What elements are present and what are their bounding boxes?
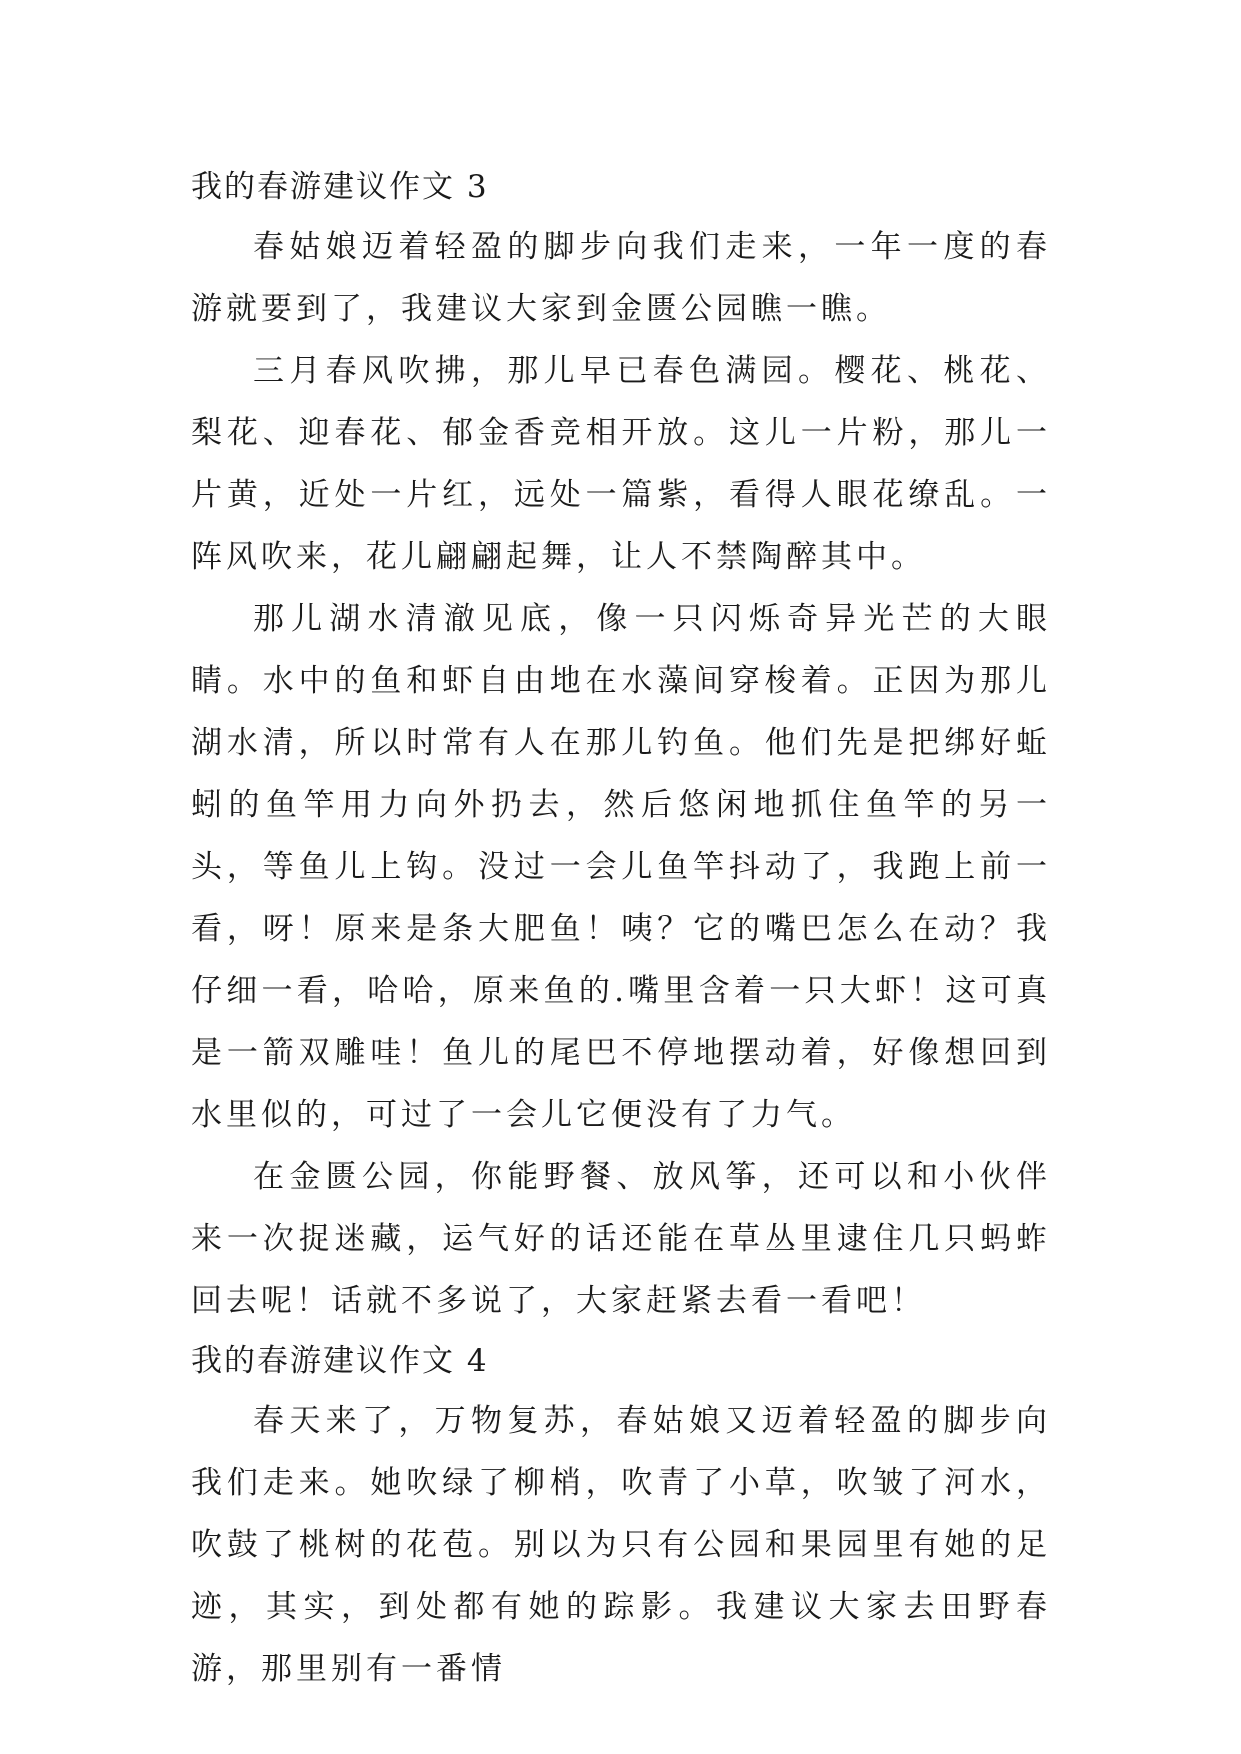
document-body [191, 158, 1051, 1700]
paragraph: 三月春风吹拂，那儿早已春色满园。樱花、桃花、梨花、迎春花、郁金香竞相开放。这儿一片粉，那儿一片黄，近处一片红，远处一篇紫，看得人眼花缭乱。一阵风吹来，花儿翩翩起舞，让人不禁陶醉其中。 [191, 353, 1051, 575]
essay-title: 我的春游建议作文 4 [191, 1343, 489, 1379]
paragraph: 春姑娘迈着轻盈的脚步向我们走来，一年一度的春游就要到了，我建议大家到金匮公园瞧一瞧。 [191, 229, 1051, 327]
paragraph: 在金匮公园，你能野餐、放风筝，还可以和小伙伴来一次捉迷藏，运气好的话还能在草丛里逮住几只蚂蚱回去呢！话就不多说了，大家赶紧去看一看吧！ [191, 1159, 1051, 1319]
essay-title: 我的春游建议作文 3 [191, 169, 489, 205]
paragraph: 那儿湖水清澈见底，像一只闪烁奇异光芒的大眼睛。水中的鱼和虾自由地在水藻间穿梭着。正因为那儿湖水清，所以时常有人在那儿钓鱼。他们先是把绑好蚯蚓的鱼竿用力向外扔去，然后悠闲地抓住鱼竿的另一头，等鱼儿上钩。没过一会儿鱼竿抖动了，我跑上前一看，呀！原来是条大肥鱼！咦？它的嘴巴怎么在动？我仔细一看，哈哈，原来鱼的.嘴里含着一只大虾！这可真是一箭双雕哇！鱼儿的尾巴不停地摆动着，好像想回到水里似的，可过了一会儿它便没有了力气。 [191, 601, 1051, 1133]
essay-section-3 [191, 158, 1051, 1332]
paragraph: 春天来了，万物复苏，春姑娘又迈着轻盈的脚步向我们走来。她吹绿了柳梢，吹青了小草，吹皱了河水，吹鼓了桃树的花苞。别以为只有公园和果园里有她的足迹，其实，到处都有她的踪影。我建议大家去田野春游，那里别有一番情 [191, 1403, 1051, 1687]
essay-section-4 [191, 1332, 1051, 1700]
